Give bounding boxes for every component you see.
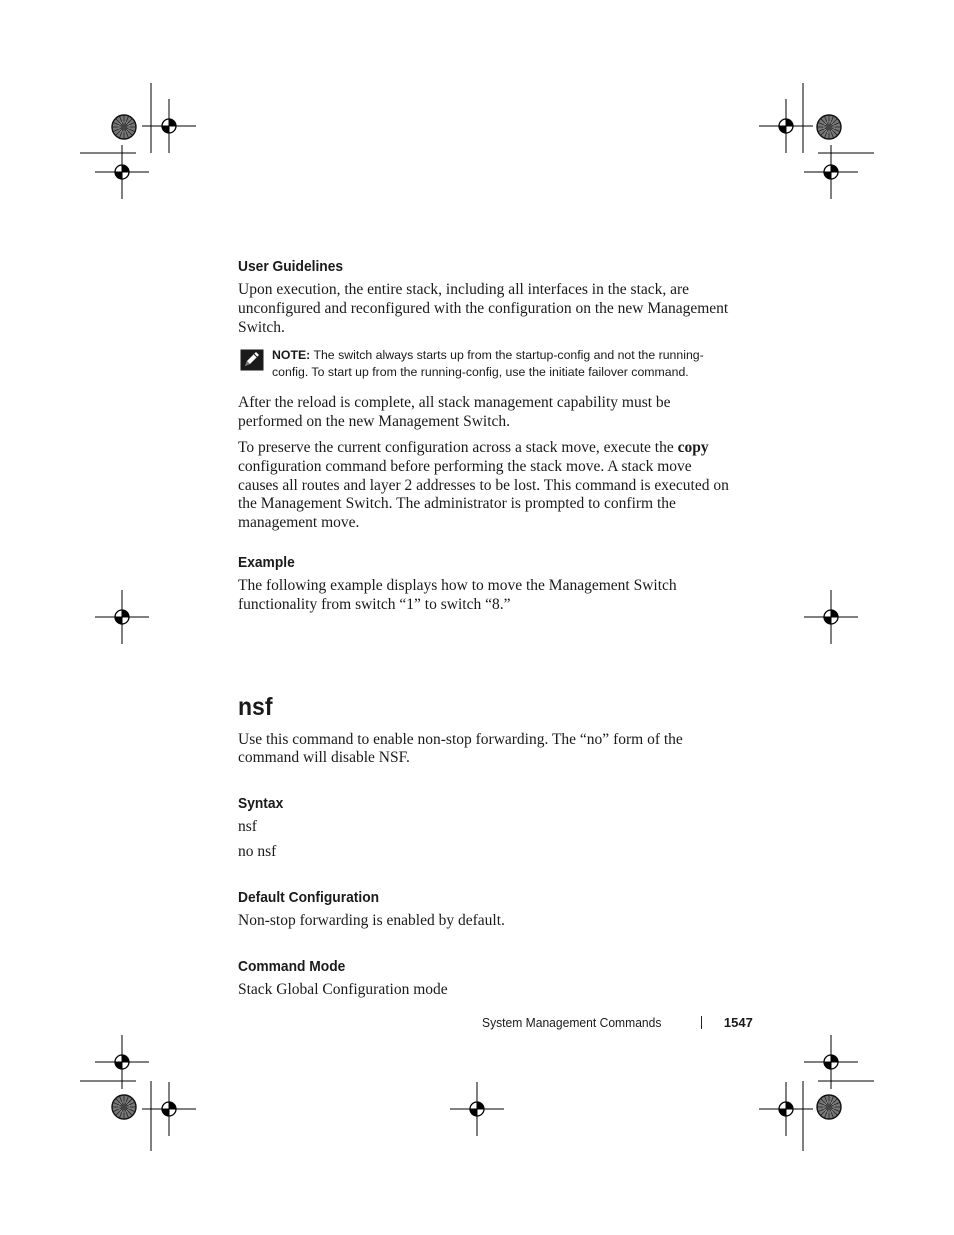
default-configuration-heading: Default Configuration: [238, 888, 380, 906]
copy-command: copy: [677, 438, 709, 456]
footer-section-title: System Management Commands: [482, 1015, 662, 1030]
reload-paragraph: After the reload is complete, all stack management capability must be performed on the new Management Switch.: [238, 394, 671, 431]
registration-mark-icon: [804, 590, 858, 644]
footer-divider: [701, 1016, 702, 1029]
command-mode-heading: Command Mode: [238, 957, 346, 975]
syntax-line: no nsf: [238, 842, 277, 860]
registration-mark-icon: [759, 99, 813, 153]
preserve-config-paragraph: [238, 439, 733, 533]
page-footer: [482, 1015, 752, 1030]
nsf-description: Use this command to enable non-stop forwarding. The “no” form of the command will disable NSF.: [238, 730, 683, 767]
registration-mark-icon: [142, 1082, 196, 1136]
preserve-text-start: To preserve the current configuration across a stack move, execute the: [238, 438, 678, 456]
syntax-heading: Syntax: [238, 795, 284, 813]
example-heading: Example: [238, 553, 295, 571]
registration-mark-icon: [450, 1082, 504, 1136]
nsf-title: nsf: [238, 692, 273, 721]
note-label: NOTE:: [272, 348, 311, 363]
registration-mark-icon: [95, 590, 149, 644]
note-pencil-icon: [240, 349, 264, 371]
default-configuration-text: Non-stop forwarding is enabled by default.: [238, 911, 505, 929]
note-callout: [238, 347, 733, 381]
star-target-icon: [112, 115, 136, 139]
registration-mark-icon: [759, 1082, 813, 1136]
page-content: [238, 258, 733, 1006]
example-text: The following example displays how to move the Management Switch functionality from switch “1” to switch “8.”: [238, 576, 677, 613]
user-guidelines-heading: User Guidelines: [238, 258, 344, 275]
star-target-icon: [817, 115, 841, 139]
user-guidelines-paragraph: Upon execution, the entire stack, including all interfaces in the stack, are unconfigured and reconfigured with the configuration on the new Management Switch.: [238, 281, 729, 336]
page-number: 1547: [723, 1015, 753, 1030]
command-mode-text: Stack Global Configuration mode: [238, 980, 448, 998]
syntax-line: nsf: [238, 818, 257, 836]
registration-mark-icon: [142, 99, 196, 153]
preserve-text-end: configuration command before performing the stack move. A stack move causes all routes and layer 2 addresses to be lost. This command is executed on the Management Switch. The administrator is prompted to confirm the management move.: [238, 457, 729, 532]
star-target-icon: [112, 1095, 136, 1119]
star-target-icon: [817, 1095, 841, 1119]
note-text: The switch always starts up from the startup-config and not the running-config. To start up from the running-config, use the initiate failover command.: [272, 348, 704, 380]
